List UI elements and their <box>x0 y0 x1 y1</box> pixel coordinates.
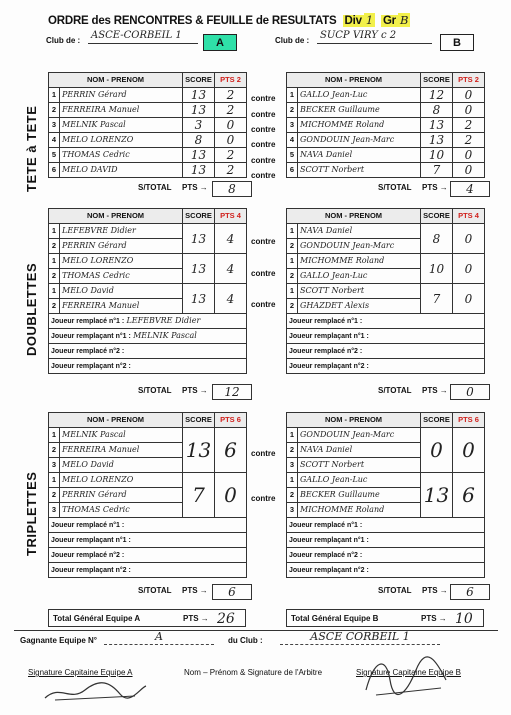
col-header-pts: PTS 4 <box>215 209 247 224</box>
doublettes-table-b <box>286 208 485 374</box>
col-header-score: SCORE <box>421 73 453 88</box>
sig-referee-label: Nom – Prénom & Signature de l'Arbitre <box>184 668 323 677</box>
tete-subtotal-a[interactable]: 8 <box>212 181 252 197</box>
table-row: 3 MELO David <box>49 458 247 473</box>
tete-table-b <box>286 72 485 178</box>
col-header-pts: PTS 2 <box>215 73 247 88</box>
table-row: 1 MICHOMME Roland 10 0 <box>287 254 485 269</box>
pts-arrow-label: PTS → <box>182 183 208 192</box>
gr-label: Gr <box>382 15 396 27</box>
col-header-name: NOM - PRENOM <box>49 413 183 428</box>
table-row: 1 LEFEBVRE Didier 13 4 <box>49 224 247 239</box>
col-header-score: SCORE <box>183 413 215 428</box>
pts-arrow-label: PTS → <box>182 586 208 595</box>
table-row: 1 GALLO Jean-Luc 13 6 <box>287 473 485 488</box>
team-b-box: B <box>440 34 474 51</box>
du-club-label: du Club : <box>228 636 263 645</box>
table-row: 2 GALLO Jean-Luc <box>287 269 485 284</box>
table-row: 2 NAVA Daniel <box>287 443 485 458</box>
replacement-row: Joueur remplaçant n°1 : <box>287 329 485 344</box>
col-header-pts: PTS 4 <box>453 209 485 224</box>
club-b-label: Club de : <box>275 36 310 45</box>
du-club-value[interactable]: ASCE CORBEIL 1 <box>280 630 440 645</box>
replacement-row: Joueur remplacé n°2 : <box>287 548 485 563</box>
tete-table-a <box>48 72 247 178</box>
total-a-value[interactable]: 26 <box>217 611 235 627</box>
table-row: 1 GALLO Jean-Luc 12 0 <box>287 88 485 103</box>
replacement-row: Joueur remplaçant n°2 : <box>287 563 485 578</box>
table-row: 1 GONDOUIN Jean-Marc 0 0 <box>287 428 485 443</box>
table-row: 2 PERRIN Gérard <box>49 239 247 254</box>
replacement-row: Joueur remplaçant n°2 : <box>49 359 247 374</box>
section-title-triplettes: TRIPLETTES <box>24 471 39 556</box>
replacement-row: Joueur remplacé n°2 : <box>49 344 247 359</box>
total-b-box <box>286 609 484 627</box>
table-row: 1 PERRIN Gérard 13 2 <box>49 88 247 103</box>
table-row: 2 FERREIRA Manuel <box>49 299 247 314</box>
table-row: 2 FERREIRA Manuel <box>49 443 247 458</box>
contre-label: contre <box>251 300 276 309</box>
section-title-doublettes: DOUBLETTES <box>24 262 39 356</box>
replacement-row: Joueur remplacé n°1 : <box>49 518 247 533</box>
sig-captain-a-label: Signature Capitaine Equipe A <box>28 668 133 677</box>
col-header-score: SCORE <box>183 73 215 88</box>
replacement-row: Joueur remplacé n°1 : <box>287 314 485 329</box>
doublettes-subtotal-a[interactable]: 12 <box>212 384 252 400</box>
col-header-name: NOM - PRENOM <box>287 209 421 224</box>
pts-arrow-label: PTS → <box>422 586 448 595</box>
table-row: 2 PERRIN Gérard <box>49 488 247 503</box>
replacement-row: Joueur remplaçant n°2 : <box>49 563 247 578</box>
table-row: 1 MELO LORENZO 7 0 <box>49 473 247 488</box>
subtotal-label: S/TOTAL <box>378 386 412 395</box>
table-row: 3 SCOTT Norbert <box>287 458 485 473</box>
contre-label: contre <box>251 449 276 458</box>
pts-arrow-label: PTS → <box>421 614 447 623</box>
triplettes-table-b <box>286 412 485 578</box>
contre-label: contre <box>251 237 276 246</box>
replacement-row: Joueur remplacé n°1 : LEFEBVRE Didier <box>49 314 247 329</box>
subtotal-label: S/TOTAL <box>378 183 412 192</box>
table-row: 4 GONDOUIN Jean-Marc 13 2 <box>287 133 485 148</box>
club-a-field[interactable]: ASCE-CORBEIL 1 <box>88 30 198 44</box>
table-row: 5 NAVA Daniel 10 0 <box>287 148 485 163</box>
table-row: 2 THOMAS Cedric <box>49 269 247 284</box>
total-a-box <box>48 609 246 627</box>
table-row: 2 GONDOUIN Jean-Marc <box>287 239 485 254</box>
contre-label: contre <box>251 94 276 103</box>
pts-arrow-label: PTS → <box>183 614 209 623</box>
col-header-name: NOM - PRENOM <box>287 413 421 428</box>
table-row: 6 SCOTT Norbert 7 0 <box>287 163 485 178</box>
subtotal-label: S/TOTAL <box>138 586 172 595</box>
team-a-box: A <box>203 34 237 51</box>
tete-subtotal-b[interactable]: 4 <box>450 181 490 197</box>
triplettes-table-a <box>48 412 247 578</box>
replacement-row: Joueur remplacé n°2 : <box>287 344 485 359</box>
doublettes-table-a <box>48 208 247 374</box>
signature-b-scribble <box>356 650 456 700</box>
subtotal-label: S/TOTAL <box>378 586 412 595</box>
table-row: 6 MELO DAVID 13 2 <box>49 163 247 178</box>
triplettes-subtotal-a[interactable]: 6 <box>212 584 252 600</box>
table-row: 2 FERREIRA Manuel 13 2 <box>49 103 247 118</box>
total-b-value[interactable]: 10 <box>455 611 473 627</box>
col-header-name: NOM - PRENOM <box>287 73 421 88</box>
table-row: 5 THOMAS Cedric 13 2 <box>49 148 247 163</box>
table-row: 4 MELO LORENZO 8 0 <box>49 133 247 148</box>
table-row: 2 GHAZDET Alexis <box>287 299 485 314</box>
table-row: 2 BECKER Guillaume <box>287 488 485 503</box>
col-header-pts: PTS 6 <box>215 413 247 428</box>
table-row: 3 THOMAS Cedric <box>49 503 247 518</box>
pts-arrow-label: PTS → <box>182 386 208 395</box>
table-row: 1 MELNIK Pascal 13 6 <box>49 428 247 443</box>
table-row: 1 MELO LORENZO 13 4 <box>49 254 247 269</box>
table-row: 1 SCOTT Norbert 7 0 <box>287 284 485 299</box>
replaced-player-1[interactable]: LEFEBVRE Didier <box>126 315 201 325</box>
contre-label: contre <box>251 110 276 119</box>
club-a-label: Club de : <box>46 36 81 45</box>
triplettes-subtotal-b[interactable]: 6 <box>450 584 490 600</box>
winner-label: Gagnante Equipe N° <box>20 636 97 645</box>
table-row: 3 MELNIK Pascal 3 0 <box>49 118 247 133</box>
replacement-row: Joueur remplaçant n°1 : <box>287 533 485 548</box>
replacement-row: Joueur remplaçant n°1 : <box>49 533 247 548</box>
replacement-row: Joueur remplaçant n°1 : MELNIK Pascal <box>49 329 247 344</box>
gr-value: B <box>399 13 409 27</box>
col-header-name: NOM - PRENOM <box>49 73 183 88</box>
col-header-pts: PTS 2 <box>453 73 485 88</box>
table-row: 3 MICHOMME Roland <box>287 503 485 518</box>
contre-label: contre <box>251 125 276 134</box>
col-header-name: NOM - PRENOM <box>49 209 183 224</box>
pts-arrow-label: PTS → <box>422 386 448 395</box>
replacement-row: Joueur remplacé n°1 : <box>287 518 485 533</box>
subtotal-label: S/TOTAL <box>138 386 172 395</box>
section-title-tete: TETE à TETE <box>24 105 39 192</box>
table-row: 3 MICHOMME Roland 13 2 <box>287 118 485 133</box>
col-header-score: SCORE <box>183 209 215 224</box>
club-b-field[interactable]: SUCP VIRY c 2 <box>317 30 432 44</box>
subtotal-label: S/TOTAL <box>138 183 172 192</box>
total-b-label: Total Général Equipe B <box>291 614 379 623</box>
sig-captain-b-label: Signature Capitaine Equipe B <box>356 668 461 677</box>
pts-arrow-label: PTS → <box>422 183 448 192</box>
contre-label: contre <box>251 140 276 149</box>
col-header-score: SCORE <box>421 413 453 428</box>
replacing-player-1[interactable]: MELNIK Pascal <box>133 330 197 340</box>
table-row: 1 NAVA Daniel 8 0 <box>287 224 485 239</box>
div-value: 1 <box>365 13 373 27</box>
winner-value[interactable]: A <box>104 630 214 645</box>
table-row: 2 BECKER Guillaume 8 0 <box>287 103 485 118</box>
contre-label: contre <box>251 269 276 278</box>
doublettes-subtotal-b[interactable]: 0 <box>450 384 490 400</box>
contre-label: contre <box>251 494 276 503</box>
signature-a-scribble <box>40 676 150 706</box>
replacement-row: Joueur remplaçant n°2 : <box>287 359 485 374</box>
total-a-label: Total Général Equipe A <box>53 614 141 623</box>
contre-label: contre <box>251 171 276 180</box>
replacement-row: Joueur remplacé n°2 : <box>49 548 247 563</box>
contre-label: contre <box>251 156 276 165</box>
sheet-title <box>48 13 410 27</box>
div-label: Div <box>344 15 362 27</box>
table-row: 1 MELO David 13 4 <box>49 284 247 299</box>
title-text: ORDRE des RENCONTRES & FEUILLE de RESULTATS <box>48 15 337 27</box>
col-header-score: SCORE <box>421 209 453 224</box>
col-header-pts: PTS 6 <box>453 413 485 428</box>
